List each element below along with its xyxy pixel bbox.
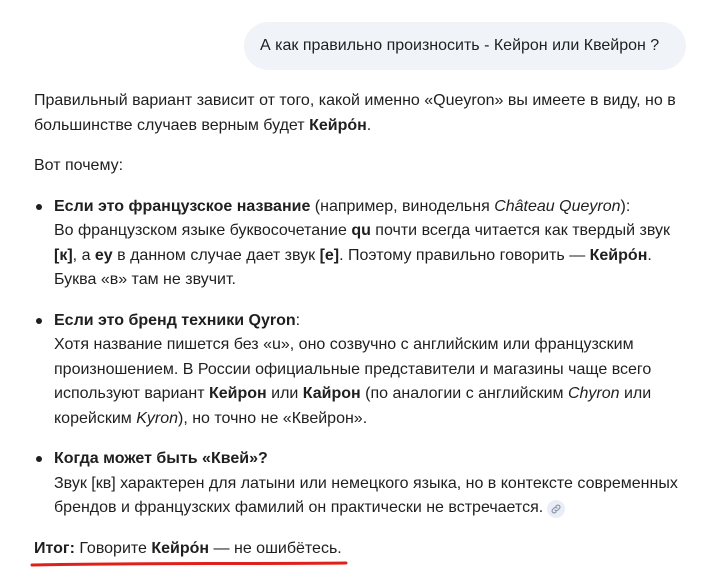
bullet-body: . Буква «в» там не звучит. [54, 246, 652, 288]
bullet-bold: Кайрон [302, 385, 361, 402]
bullet-text: : [295, 311, 301, 329]
summary-answer: Кейро́н [151, 539, 210, 557]
intro-text: Правильный вариант зависит от того, какой именно «Queyron» вы имеете в виду, но в большинстве случаев верным будет [34, 92, 676, 134]
bullet-body: Хотя название пишется без «u», оно созвучно с английским или французским произношением. В России официальные представители и магазины чаще всего используют вариант [54, 336, 652, 402]
user-message-bubble [244, 22, 686, 70]
bullet-body: ), но точно не «Квейрон». [178, 409, 368, 427]
summary-end: — не ошибётесь. [209, 539, 342, 557]
bullet-bold: Кейрон [208, 385, 267, 402]
bullet-body: или корейским [54, 385, 652, 427]
response-summary [34, 537, 342, 566]
bullet-bold: qu [351, 222, 371, 239]
list-item [34, 309, 684, 432]
bullet-body: Во французском языке буквосочетание [54, 222, 352, 239]
bullet-title: Когда может быть «Квей»? [54, 450, 268, 467]
bullet-text: (например, винодельня [310, 197, 495, 215]
user-message-text: А как правильно произносить - Кейрон или Квейрон ? [260, 37, 660, 54]
red-underline-annotation [30, 560, 348, 568]
bullet-italic: Kyron [136, 409, 178, 427]
bullet-bold: ey [94, 246, 113, 264]
summary-label: Итог: [34, 539, 75, 557]
link-icon [550, 503, 562, 515]
bullet-bold: Кейро́н [589, 246, 648, 264]
bullet-body: или [266, 385, 303, 402]
summary-text: Говорите [74, 539, 152, 557]
bullet-body: почти всегда читается как твердый звук [370, 222, 670, 239]
source-link-button[interactable] [547, 500, 565, 518]
list-item [34, 195, 684, 293]
bullet-body: , а [72, 246, 95, 264]
intro-answer: Кейро́н [309, 116, 367, 134]
list-item [34, 447, 684, 521]
bullet-body: (по аналогии с английским [360, 385, 568, 402]
bullet-text: ): [620, 197, 631, 215]
response-intro [34, 89, 684, 138]
bullet-body: Звук [кв] характерен для латыни или немецкого языка, но в контексте современных брендов и французских фамилий он практически не встречается. [54, 474, 678, 516]
bullet-body: в данном случае дает звук [112, 246, 320, 264]
bullet-bold: [е] [319, 246, 340, 264]
intro-end: . [366, 116, 372, 134]
bullet-italic: Chyron [567, 385, 620, 402]
response-why: Вот почему: [34, 157, 124, 174]
bullet-title: Если это бренд техники Qyron [54, 311, 296, 329]
assistant-response [34, 89, 684, 565]
reasons-list [34, 195, 684, 521]
bullet-bold: [к] [54, 246, 73, 264]
bullet-italic: Château Queyron [494, 197, 621, 215]
bullet-body: . Поэтому правильно говорить — [339, 246, 590, 264]
bullet-title: Если это французское название [54, 197, 311, 215]
